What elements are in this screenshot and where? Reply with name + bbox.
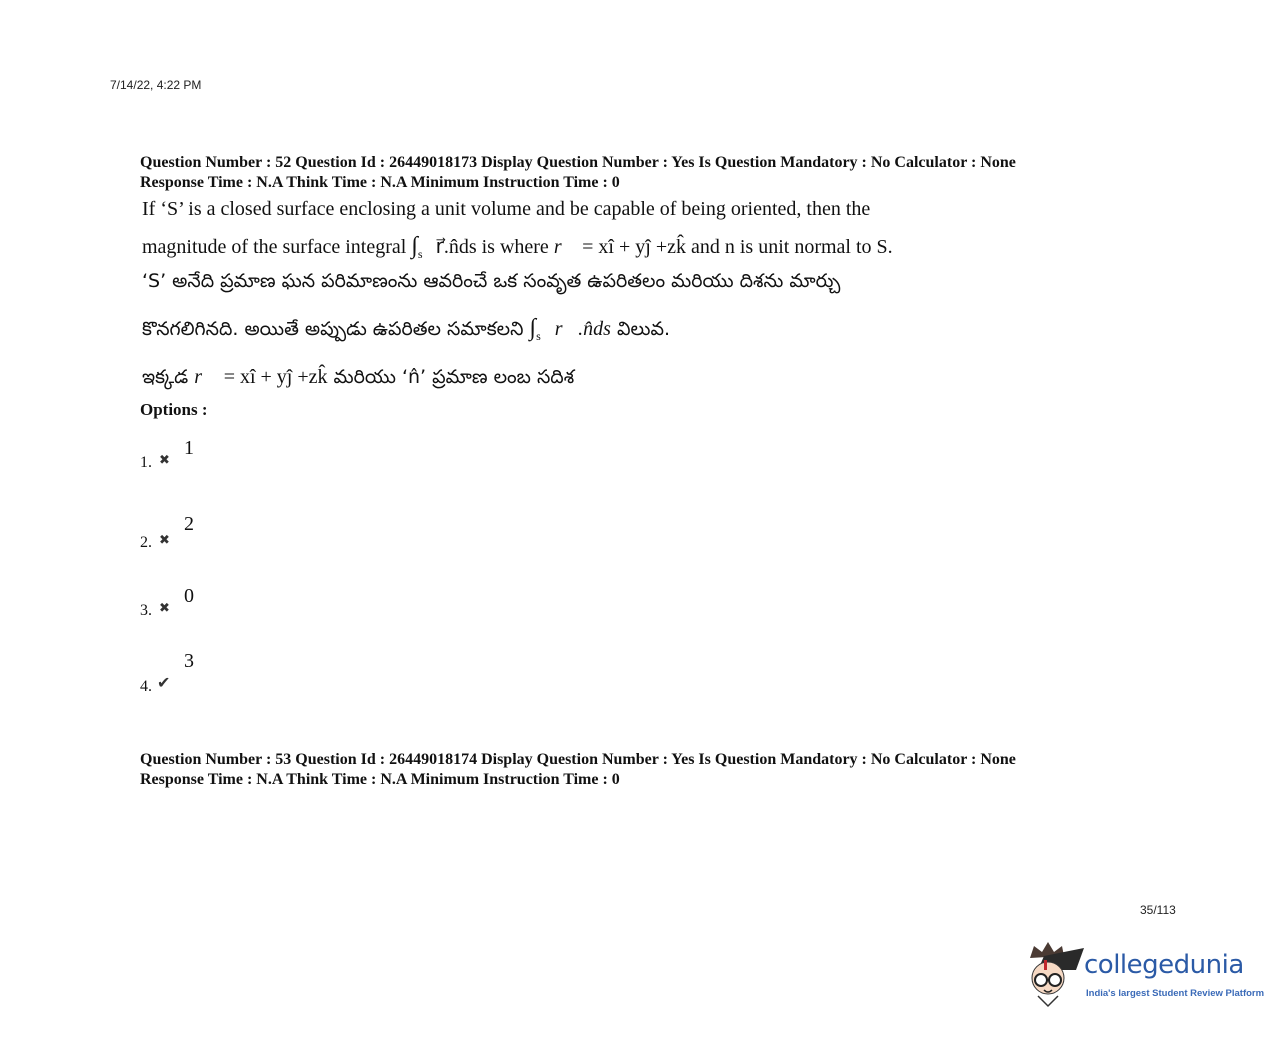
question-53-meta — [140, 750, 1140, 790]
question-52-te-line1: ‘S’ అనేది ప్రమాణ ఘన పరిమాణంను ఆవరించే ఒక సంవృత ఉపరితలం మరియు దిశను మార్చు — [142, 270, 841, 292]
question-52-te-line2 — [142, 315, 670, 345]
question-53-meta-line1: Question Number : 53 Question Id : 26449018174 Display Question Number : Yes Is Question Mandatory : No Calculator : None — [140, 751, 1016, 768]
option-number: 3. — [140, 602, 152, 619]
integral-subscript: s — [536, 328, 541, 343]
options-label: Options : — [140, 400, 208, 419]
option-value: 3 — [184, 650, 194, 672]
question-52-en-line1: If ‘S’ is a closed surface enclosing a unit volume and be capable of being oriented, then the — [142, 198, 871, 220]
option-value: 0 — [184, 585, 194, 607]
r-vector: r⃗ — [194, 366, 218, 388]
en-line2-text-c: and n is unit normal to S. — [685, 236, 893, 258]
te-line3-text-a: ఇక్కడ — [142, 366, 195, 388]
page-number: 35/113 — [1140, 903, 1176, 917]
brand-name: collegedunia — [1084, 950, 1244, 980]
en-line2-text-b: is where — [476, 236, 554, 258]
question-53-meta-line2: Response Time : N.A Think Time : N.A Minimum Instruction Time : 0 — [140, 771, 620, 788]
option-number: 4. — [140, 678, 152, 695]
integral-sign-icon: ∫ — [411, 233, 418, 259]
print-timestamp: 7/14/22, 4:22 PM — [110, 78, 202, 92]
te-line2-text-a: కొనగలిగినది. అయితే అప్పుడు ఉపరితల సమాకలని — [142, 318, 530, 340]
cross-icon: ✖ — [159, 600, 170, 615]
question-52-meta-line1: Question Number : 52 Question Id : 26449018173 Display Question Number : Yes Is Question Mandatory : No Calculator : None — [140, 154, 1016, 171]
integrand: r⃗.n̂ds — [435, 236, 477, 258]
option-value: 2 — [184, 513, 194, 535]
collegedunia-mascot-icon — [1024, 940, 1086, 1010]
te-line2-text-b: విలువ. — [610, 318, 671, 340]
option-value: 1 — [184, 437, 194, 459]
question-52-meta — [140, 153, 1140, 193]
en-line2-text-a: magnitude of the surface integral — [142, 236, 412, 258]
option-number: 2. — [140, 534, 152, 551]
integrand: r⃗.n̂ds — [554, 318, 611, 340]
question-52-te-line3 — [142, 366, 574, 393]
r-definition: = xî + yĵ +zk̂ — [223, 366, 328, 388]
brand-tagline: India's largest Student Review Platform — [1086, 988, 1265, 999]
cross-icon: ✖ — [159, 532, 170, 547]
r-vector: r⃗ — [553, 236, 578, 258]
option-number: 1. — [140, 454, 152, 471]
integral-subscript: s — [417, 247, 423, 261]
cross-icon: ✖ — [159, 452, 170, 467]
check-icon: ✔ — [157, 675, 171, 692]
r-definition: = xî + yĵ +zk̂ — [582, 236, 686, 258]
te-line3-text-b: మరియు ‘n̂’ ప్రమాణ లంబ సదిశ — [327, 366, 575, 388]
question-52-en-line2 — [142, 233, 893, 262]
question-52-meta-line2: Response Time : N.A Think Time : N.A Minimum Instruction Time : 0 — [140, 174, 620, 191]
integral-sign-icon: ∫ — [529, 315, 537, 341]
